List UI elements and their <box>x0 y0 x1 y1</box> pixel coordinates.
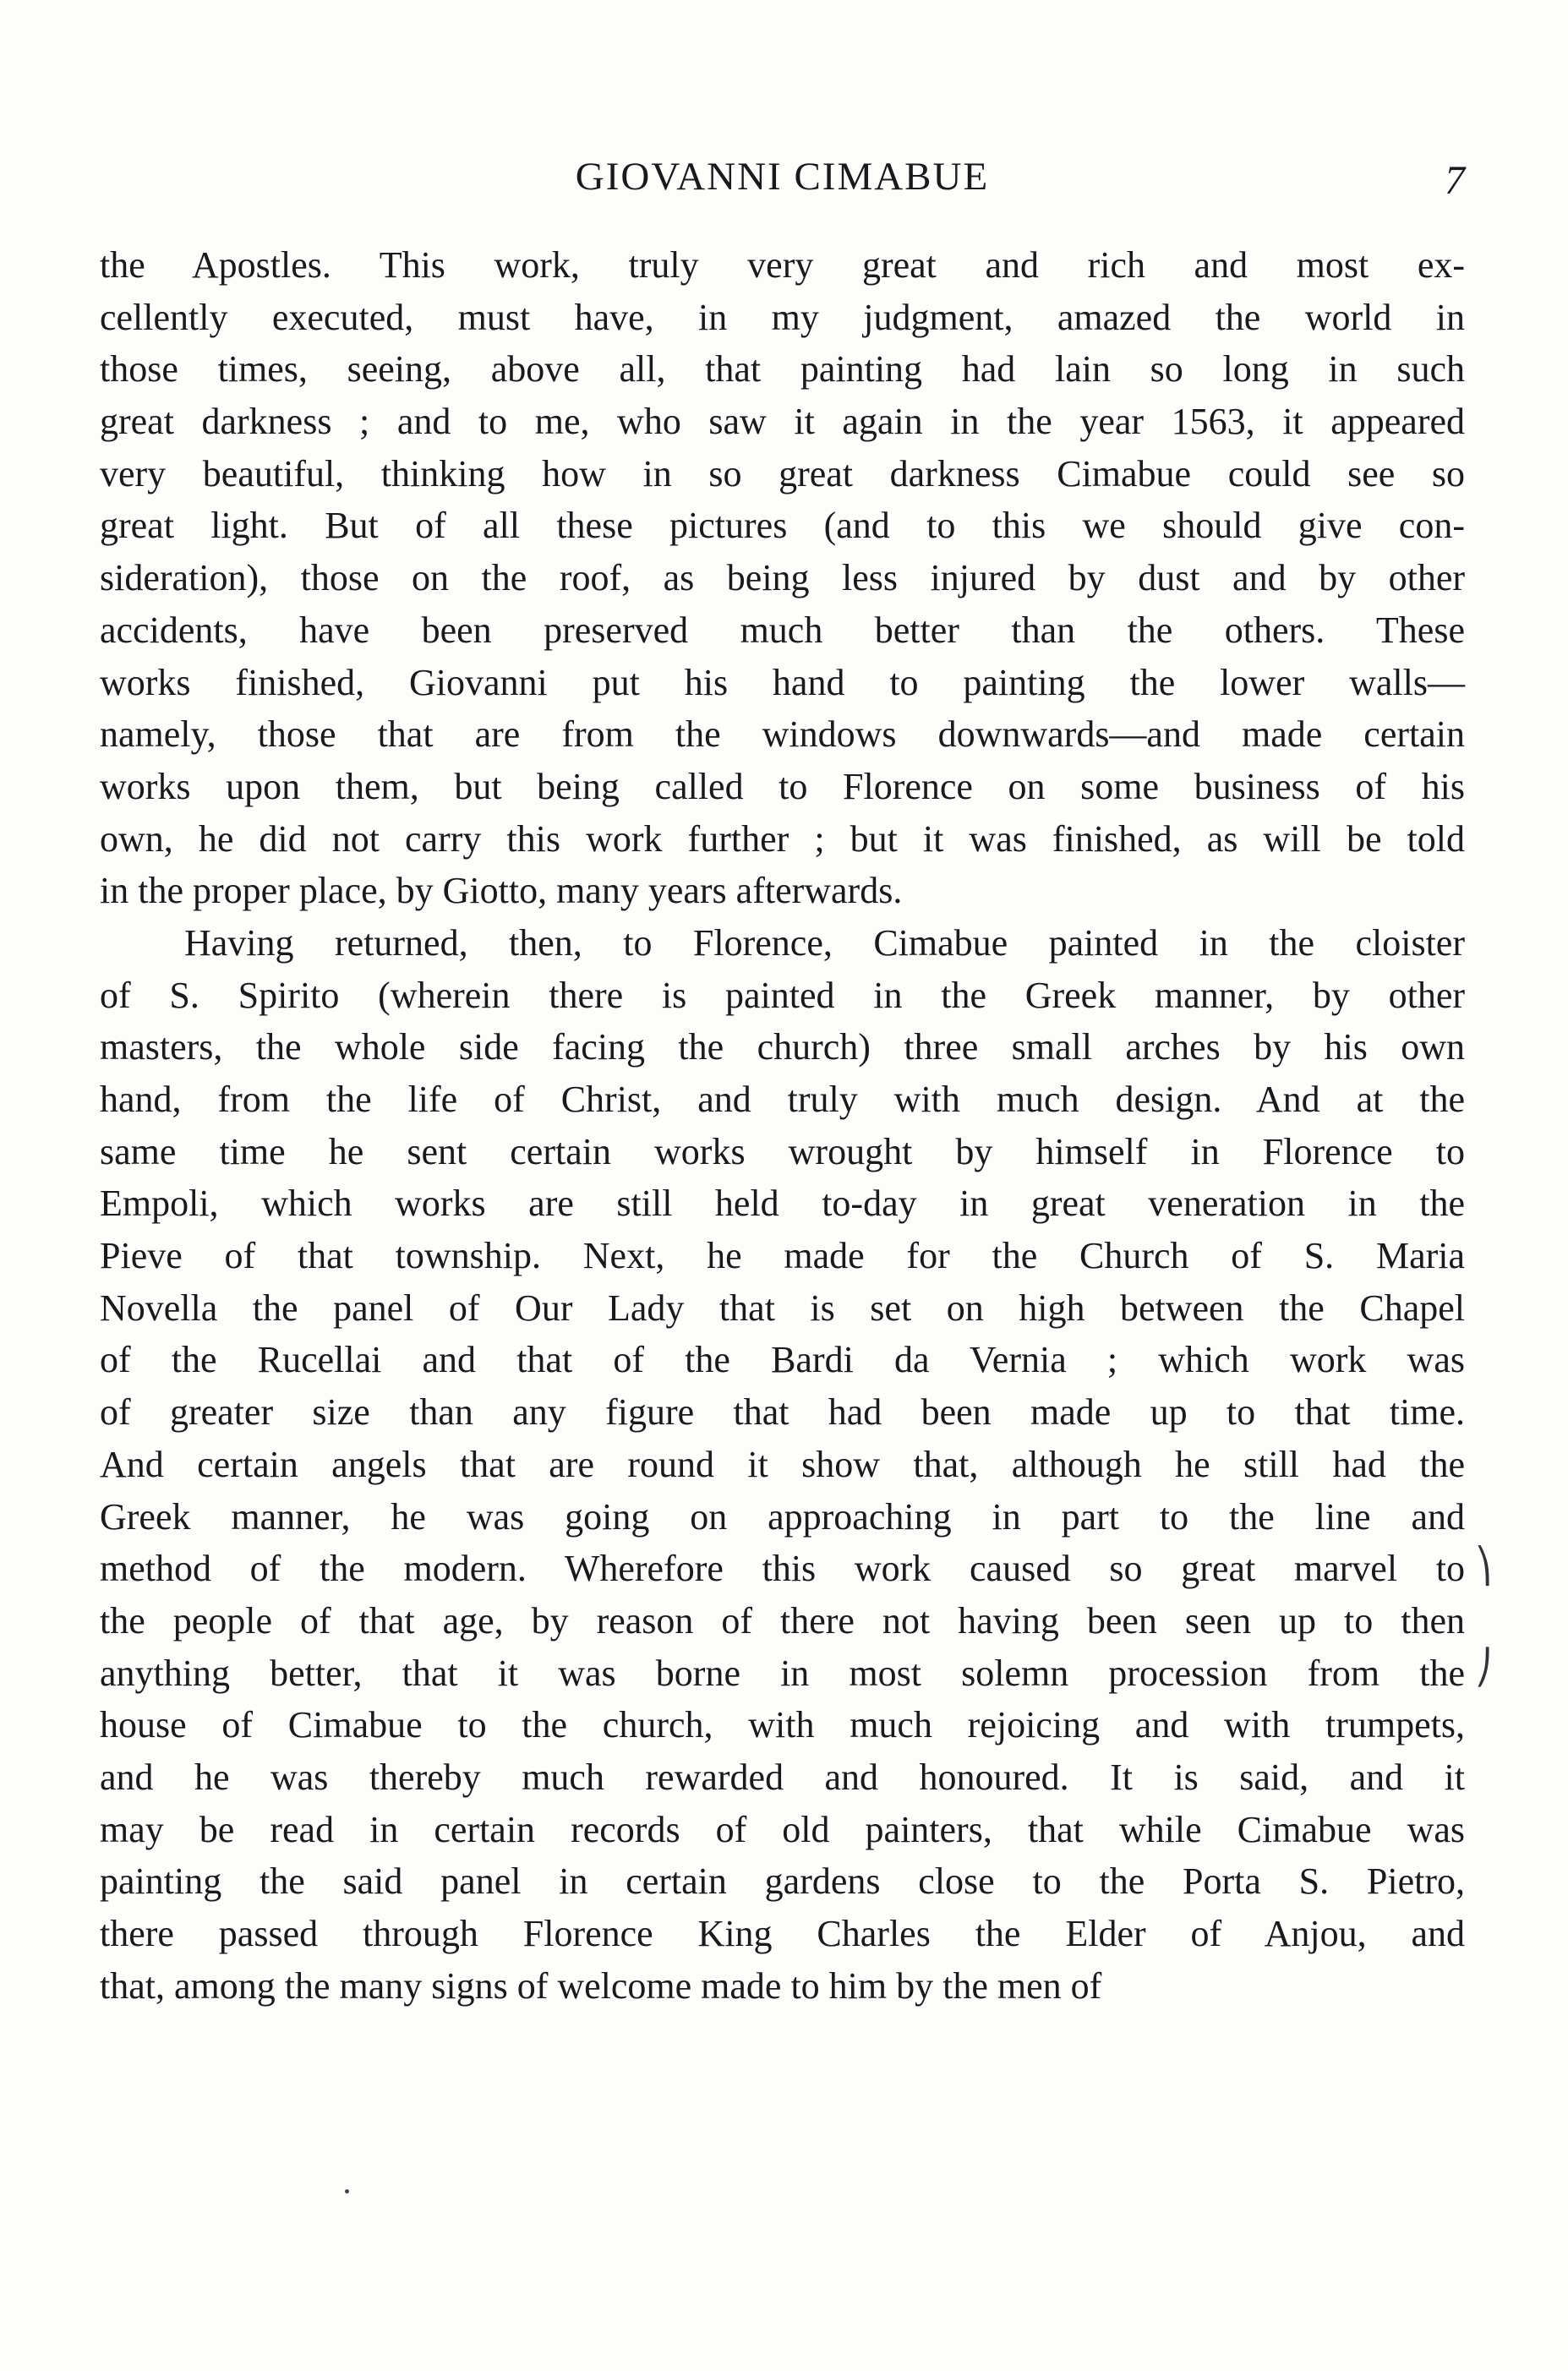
text-line: And certain angels that are round it show that, although he still had the <box>100 1443 1465 1485</box>
text-line: Having returned, then, to Florence, Cimabue painted in the cloister <box>184 921 1465 964</box>
text-line: Greek manner, he was going on approaching in part to the line and <box>100 1495 1465 1538</box>
text-line: same time he sent certain works wrought by himself in Florence to <box>100 1130 1465 1172</box>
text-line: very beautiful, thinking how in so great darkness Cimabue could see so <box>100 452 1465 494</box>
text-line: and he was thereby much rewarded and honoured. It is said, and it <box>100 1756 1465 1798</box>
text-line: that, among the many signs of welcome made to him by the men of <box>100 1964 1102 2007</box>
text-line: of S. Spirito (wherein there is painted in the Greek manner, by other <box>100 974 1465 1016</box>
paragraph <box>100 239 1465 917</box>
text-line: of greater size than any figure that had been made up to that time. <box>100 1391 1465 1434</box>
text-line: accidents, have been preserved much better than the others. These <box>100 609 1465 651</box>
running-head: GIOVANNI CIMABUE <box>575 155 990 199</box>
page-number: 7 <box>1445 158 1465 203</box>
paragraph <box>100 917 1465 2012</box>
text-line: the Apostles. This work, truly very great and rich and most ex- <box>100 244 1465 286</box>
text-line: sideration), those on the roof, as being less injured by dust and by other <box>100 557 1465 599</box>
text-line: masters, the whole side facing the church) three small arches by his own <box>100 1026 1465 1068</box>
text-line: namely, those that are from the windows downwards—and made certain <box>100 713 1465 756</box>
text-line: there passed through Florence King Charles the Elder of Anjou, and <box>100 1913 1465 1954</box>
text-line: may be read in certain records of old painters, that while Cimabue was <box>100 1808 1465 1850</box>
text-line: the people of that age, by reason of there not having been seen up to then <box>100 1599 1465 1642</box>
text-line: those times, seeing, above all, that painting had lain so long in such <box>100 348 1465 391</box>
text-line: of the Rucellai and that of the Bardi da Vernia ; which work was <box>100 1339 1465 1381</box>
text-line: method of the modern. Wherefore this work caused so great marvel to <box>100 1548 1465 1590</box>
margin-bracket-mark: ⎞ <box>1475 1547 1492 1586</box>
text-line: hand, from the life of Christ, and truly with much design. And at the <box>100 1079 1465 1120</box>
body-text <box>100 239 1465 2012</box>
text-line: anything better, that it was borne in most solemn procession from the <box>100 1652 1465 1694</box>
text-line: Novella the panel of Our Lady that is set on high between the Chapel <box>100 1287 1465 1329</box>
text-line: Pieve of that township. Next, he made for the Church of S. Maria <box>100 1235 1465 1277</box>
text-line: great light. But of all these pictures (and to this we should give con- <box>100 505 1465 547</box>
text-line: great darkness ; and to me, who saw it again in the year 1563, it appeared <box>100 401 1465 443</box>
text-line: in the proper place, by Giotto, many years afterwards. <box>100 870 903 912</box>
text-line: works upon them, but being called to Florence on some business of his <box>100 765 1465 807</box>
margin-bracket-mark: ⎠ <box>1475 1648 1492 1687</box>
text-line: works finished, Giovanni put his hand to painting the lower walls— <box>100 661 1465 703</box>
text-line: cellently executed, must have, in my judgment, amazed the world in <box>100 296 1465 338</box>
print-speck <box>345 2189 349 2193</box>
text-line: painting the said panel in certain gardens close to the Porta S. Pietro, <box>100 1860 1465 1903</box>
text-line: Empoli, which works are still held to-day in great veneration in the <box>100 1183 1465 1225</box>
page-header <box>100 154 1465 205</box>
text-line: own, he did not carry this work further ; but it was finished, as will be told <box>100 817 1465 860</box>
text-line: house of Cimabue to the church, with much rejoicing and with trumpets, <box>100 1704 1465 1746</box>
